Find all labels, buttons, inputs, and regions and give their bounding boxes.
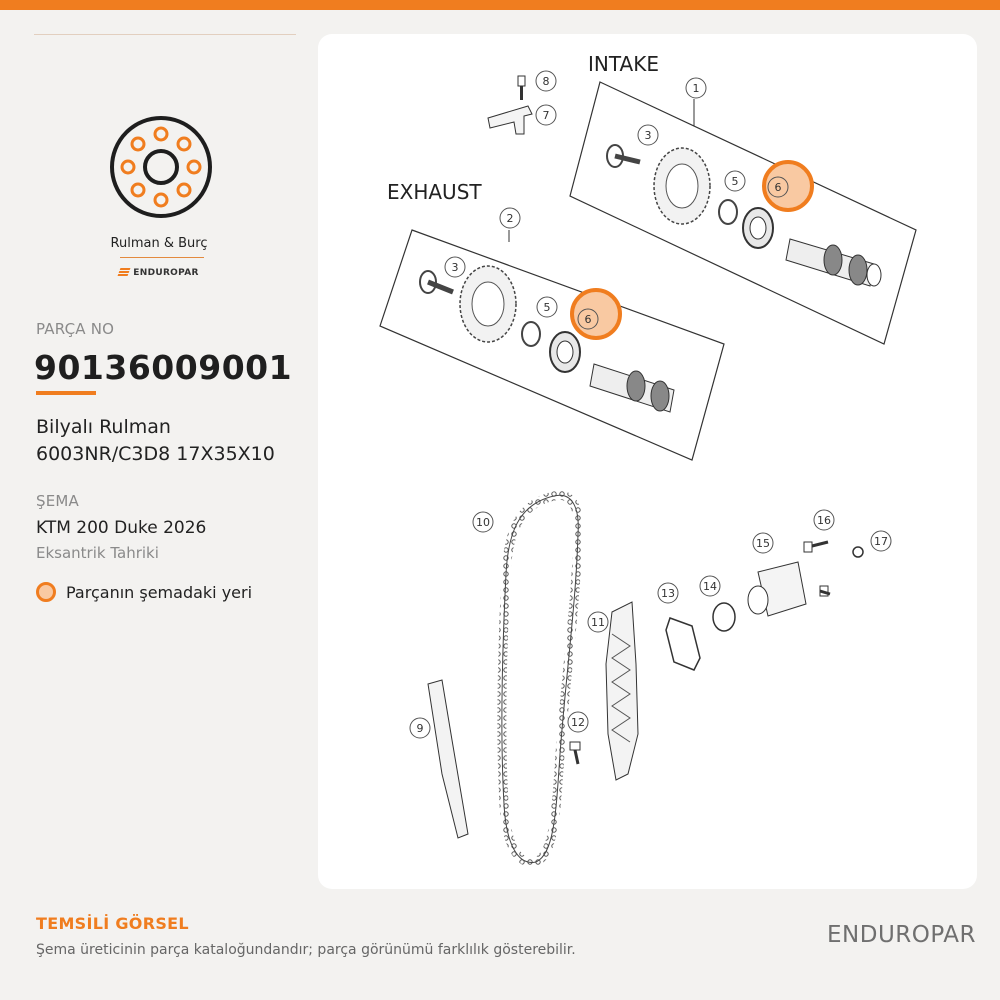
svg-text:6: 6 xyxy=(584,313,592,326)
category-name: Rulman & Burç xyxy=(110,236,208,251)
callout-7 xyxy=(536,105,556,125)
svg-text:16: 16 xyxy=(817,514,831,527)
exhaust-label: EXHAUST xyxy=(387,180,482,204)
svg-text:2: 2 xyxy=(506,212,514,225)
parts-diagram xyxy=(318,34,977,889)
svg-text:13: 13 xyxy=(661,587,675,600)
svg-text:17: 17 xyxy=(874,535,888,548)
footer-brand: ENDUROPAR xyxy=(827,922,976,948)
bracket-and-bolt xyxy=(488,76,532,134)
callout-3 xyxy=(638,125,658,145)
logo-mark-icon xyxy=(118,268,131,276)
callout-3 xyxy=(445,257,465,277)
callout-2 xyxy=(500,208,520,228)
chain-tensioner xyxy=(748,562,806,616)
callout-12 xyxy=(568,712,588,732)
callout-14 xyxy=(700,576,720,596)
intake-camshaft-group xyxy=(570,82,916,344)
legend-text: Parçanın şemadaki yeri xyxy=(66,582,253,602)
chain-guide-rail xyxy=(428,680,468,838)
info-panel xyxy=(0,10,318,900)
callout-16 xyxy=(814,510,834,530)
exhaust-camshaft-group xyxy=(380,230,724,460)
part-description xyxy=(36,414,275,468)
part-number-label: PARÇA NO xyxy=(36,320,115,338)
svg-text:3: 3 xyxy=(644,129,652,142)
svg-text:1: 1 xyxy=(692,82,700,95)
divider xyxy=(120,257,204,258)
bearing-logo-icon xyxy=(108,114,214,220)
description-line-2: 6003NR/C3D8 17X35X10 xyxy=(36,443,275,465)
footer-note: Şema üreticinin parça kataloğundandır; parça görünümü farklılık gösterebilir. xyxy=(36,942,576,958)
svg-text:14: 14 xyxy=(703,580,717,593)
schema-model: KTM 200 Duke 2026 xyxy=(36,518,207,538)
callout-5 xyxy=(725,171,745,191)
callout-9 xyxy=(410,718,430,738)
callout-6-highlighted xyxy=(764,162,812,210)
bolts xyxy=(804,542,863,596)
accent-underline xyxy=(36,391,96,395)
brand-logo-text: ENDUROPAR xyxy=(133,268,199,278)
svg-text:8: 8 xyxy=(542,75,550,88)
schema-group: Eksantrik Tahriki xyxy=(36,544,159,562)
callout-13 xyxy=(658,583,678,603)
footer-title: TEMSİLİ GÖRSEL xyxy=(36,914,189,933)
svg-text:11: 11 xyxy=(591,616,605,629)
brand-logo xyxy=(0,268,318,278)
intake-label: INTAKE xyxy=(588,52,659,76)
divider xyxy=(34,34,296,35)
callout-6-highlighted xyxy=(572,290,620,338)
callout-1 xyxy=(686,78,706,98)
gasket xyxy=(666,618,700,670)
o-ring xyxy=(713,603,735,631)
callout-8 xyxy=(536,71,556,91)
legend xyxy=(36,582,252,602)
part-number: 90136009001 xyxy=(34,348,293,387)
svg-text:9: 9 xyxy=(416,722,424,735)
svg-text:10: 10 xyxy=(476,516,490,529)
svg-text:5: 5 xyxy=(543,301,551,314)
pin xyxy=(570,742,580,764)
svg-text:12: 12 xyxy=(571,716,585,729)
highlight-marker-icon xyxy=(36,582,56,602)
exploded-view-drawing xyxy=(318,34,977,889)
svg-text:5: 5 xyxy=(731,175,739,188)
schema-label: ŞEMA xyxy=(36,492,80,510)
svg-text:7: 7 xyxy=(542,109,550,122)
callout-10 xyxy=(473,512,493,532)
description-line-1: Bilyalı Rulman xyxy=(36,416,171,438)
svg-text:15: 15 xyxy=(756,537,770,550)
callout-17 xyxy=(871,531,891,551)
top-accent-bar xyxy=(0,0,1000,10)
callout-15 xyxy=(753,533,773,553)
callout-5 xyxy=(537,297,557,317)
tensioner-rail xyxy=(606,602,638,780)
callout-11 xyxy=(588,612,608,632)
svg-text:6: 6 xyxy=(774,181,782,194)
svg-text:3: 3 xyxy=(451,261,459,274)
